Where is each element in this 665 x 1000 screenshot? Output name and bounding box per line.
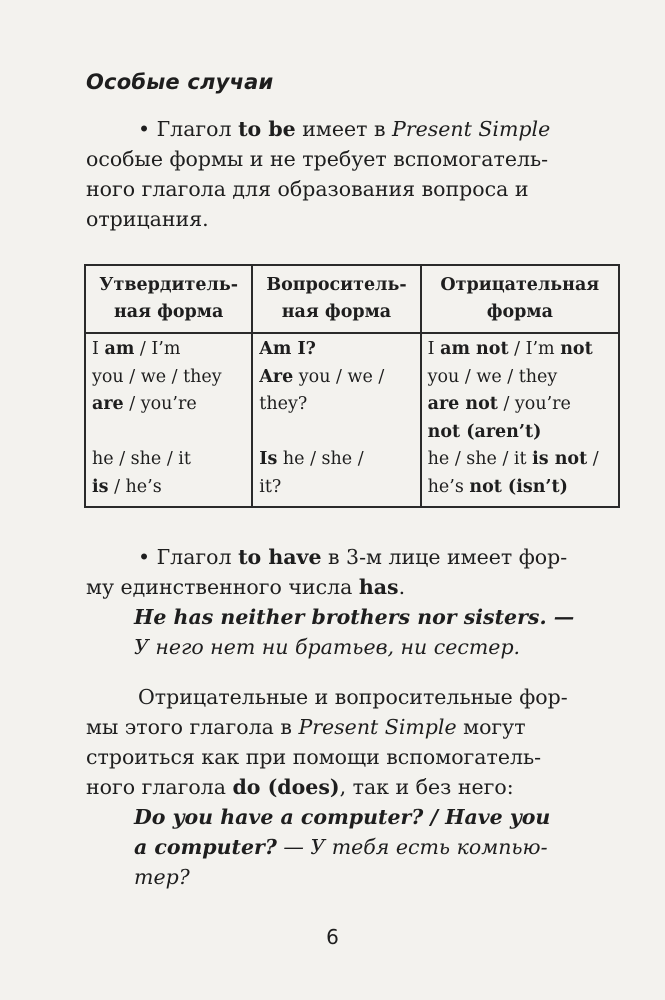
cell-affirmative — [85, 333, 252, 507]
table-header-row — [85, 265, 619, 333]
paragraph-line — [86, 114, 626, 144]
header-question — [252, 265, 420, 333]
to-be-forms-table — [84, 264, 620, 508]
example-sentence: Do you have a computer? / Have you — [134, 805, 551, 829]
term-has: has — [358, 575, 399, 599]
page-number: 6 — [326, 925, 339, 949]
cell-question — [252, 333, 420, 507]
term-present-simple: Present Simple — [298, 715, 457, 739]
text-bold: not — [560, 339, 593, 359]
cell-line: you / we / they — [427, 366, 558, 387]
table-row — [85, 333, 619, 507]
paragraph-line — [86, 712, 626, 742]
paragraph-negative-question — [86, 682, 626, 892]
text: мы этого глагола в — [86, 715, 299, 739]
cell-line: it? — [259, 476, 282, 497]
header-text: Отрицательная — [440, 274, 600, 295]
example-translation: У него нет ни братьев, ни сестер. — [134, 635, 521, 659]
cell-line: they? — [259, 394, 308, 414]
text: му единственного числа — [86, 575, 359, 599]
text: / you’re — [123, 394, 197, 414]
text-bold: am not — [440, 339, 509, 359]
example-sentence — [86, 832, 626, 862]
text: / he’s — [108, 476, 162, 497]
text: • Глагол — [138, 117, 239, 141]
text-bold: not (isn’t) — [469, 476, 568, 497]
cell-line — [428, 391, 612, 419]
text: , так и без него: — [339, 775, 514, 799]
text: he’s — [427, 476, 470, 497]
header-text: форма — [486, 302, 553, 322]
header-affirmative — [85, 265, 252, 333]
header-text: Утвердитель- — [99, 274, 238, 295]
text: he / she / it — [427, 449, 533, 469]
header-text: Вопроситель- — [266, 274, 407, 295]
text: I — [92, 339, 105, 359]
paragraph-line — [86, 542, 626, 572]
text: / I’m — [134, 339, 181, 359]
text: / I’m — [508, 339, 561, 359]
text-bold: Is — [259, 449, 278, 469]
term-to-be: to be — [238, 117, 296, 141]
text: / — [587, 449, 599, 469]
paragraph-line — [86, 772, 626, 802]
paragraph-to-be — [86, 114, 626, 234]
text-bold-italic: a computer? — [134, 835, 277, 859]
term-to-have: to have — [238, 545, 322, 569]
text: в 3-м лице имеет фор- — [321, 545, 568, 569]
paragraph-line: особые формы и не требует вспомогатель- — [86, 147, 549, 171]
cell-line — [428, 474, 612, 502]
text: ного глагола — [86, 775, 233, 799]
text: • Глагол — [138, 545, 239, 569]
term-do-does: do (does) — [232, 775, 340, 799]
cell-line: he / she / it — [92, 449, 191, 469]
cell-line — [428, 446, 612, 474]
text: he / she / — [277, 449, 364, 469]
paragraph-line: Отрицательные и вопросительные фор- — [138, 685, 568, 709]
paragraph-line: отрицания. — [86, 207, 209, 231]
text-bold: am — [104, 339, 135, 359]
text: имеет в — [295, 117, 393, 141]
cell-line — [259, 364, 413, 392]
example-translation: тер? — [134, 865, 190, 889]
text-bold: are not — [427, 394, 498, 414]
header-text: ная форма — [281, 302, 392, 322]
paragraph-to-have — [86, 542, 626, 662]
text-bold: are — [92, 394, 124, 414]
term-present-simple: Present Simple — [392, 117, 551, 141]
spacer — [92, 419, 245, 447]
cell-line — [428, 336, 612, 364]
paragraph-line: строиться как при помощи вспомогатель- — [86, 745, 542, 769]
example-sentence: He has neither brothers nor sisters. — — [134, 605, 575, 629]
text-bold: is not — [532, 449, 588, 469]
text: / you’re — [497, 394, 571, 414]
cell-negative — [421, 333, 619, 507]
paragraph-line — [86, 572, 626, 602]
cell-line — [92, 391, 245, 419]
text: I — [427, 339, 441, 359]
text-bold: is — [92, 476, 109, 497]
cell-line: not (aren’t) — [427, 421, 542, 442]
cell-line — [259, 446, 413, 474]
header-negative — [421, 265, 619, 333]
text: . — [398, 575, 406, 599]
text-italic: — У тебя есть компью- — [276, 835, 548, 859]
cell-line — [92, 474, 245, 502]
spacer — [259, 419, 413, 447]
text-bold: Are — [259, 366, 294, 387]
cell-line: you / we / they — [92, 366, 222, 387]
header-text: ная форма — [113, 302, 224, 322]
text: you / we / — [293, 366, 385, 387]
cell-line: Am I? — [259, 339, 316, 359]
text: могут — [456, 715, 526, 739]
section-heading: Особые случаи — [86, 70, 274, 94]
cell-line — [92, 336, 245, 364]
paragraph-line: ного глагола для образования вопроса и — [86, 177, 529, 201]
